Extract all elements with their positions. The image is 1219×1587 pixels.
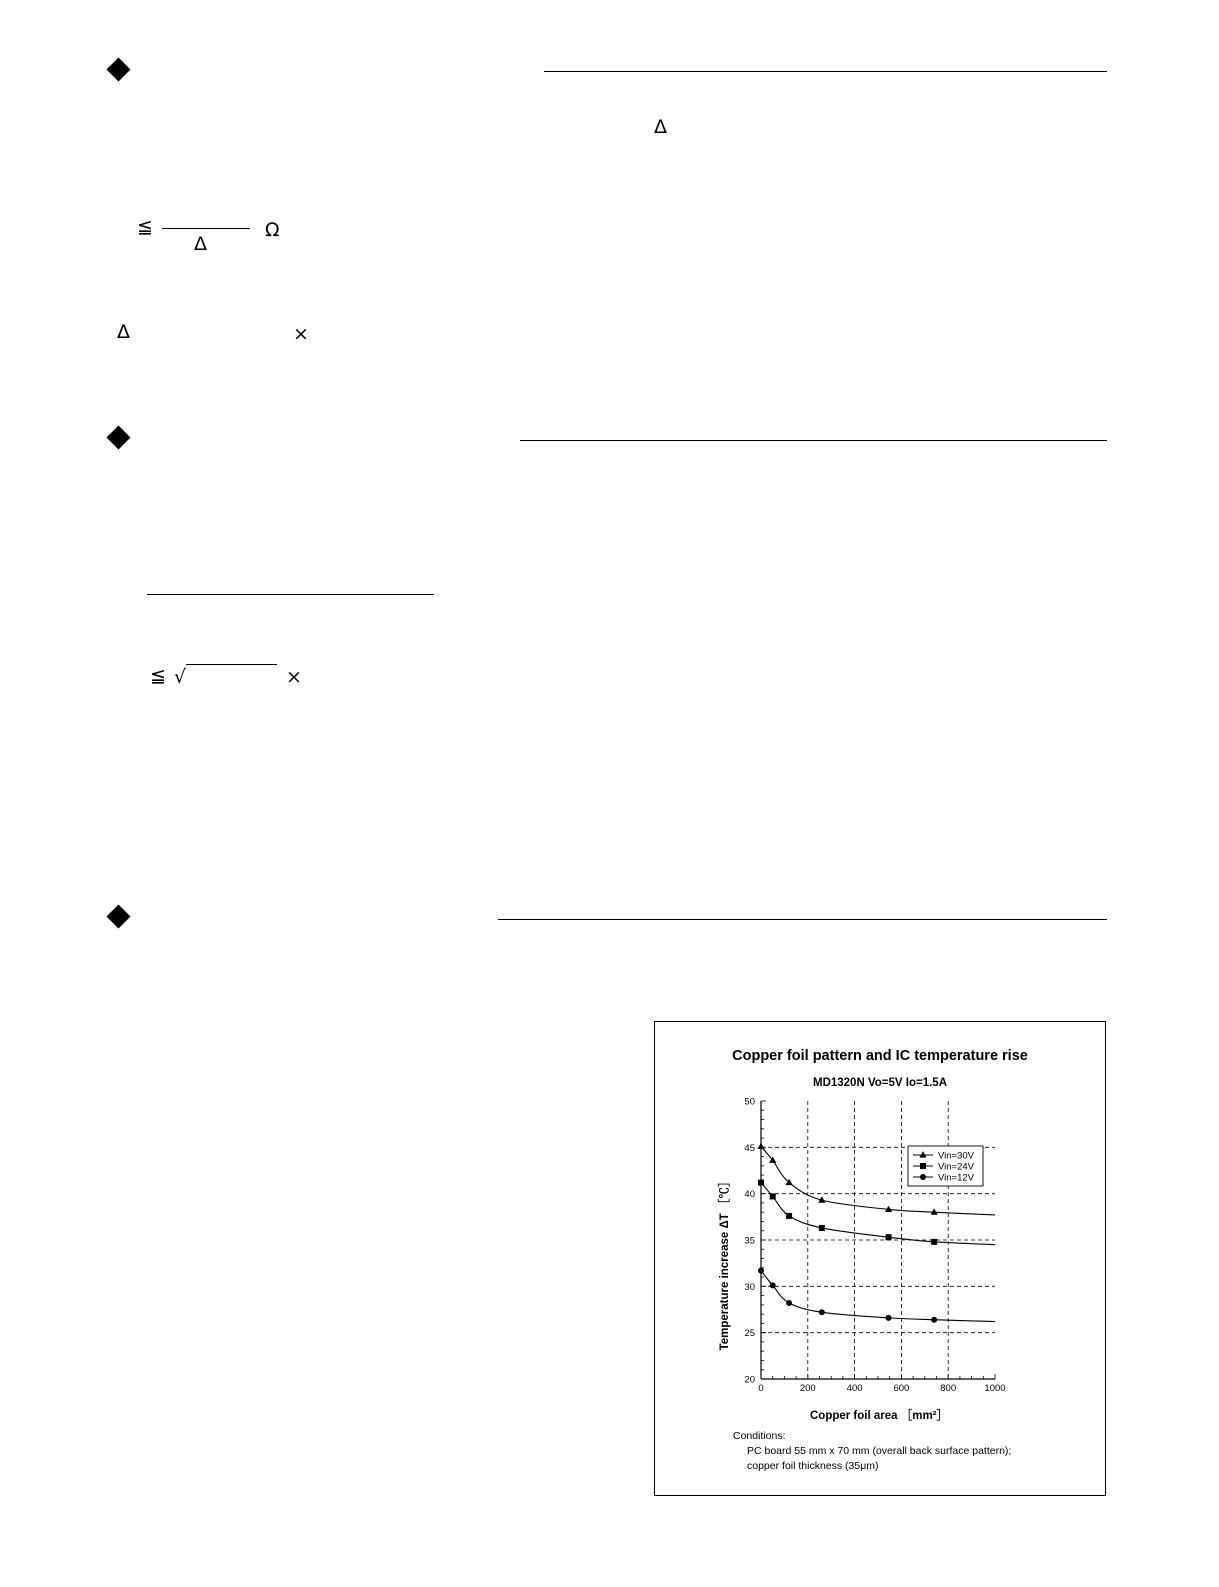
delta-symbol-2: Δ — [194, 233, 207, 255]
chart-title: Copper foil pattern and IC temperature rise — [732, 1048, 1028, 1064]
conditions-label: Conditions: — [733, 1430, 786, 1442]
conditions-line-1: PC board 55 mm x 70 mm (overall back surface pattern); — [747, 1445, 1012, 1457]
fraction-bar-1 — [162, 228, 250, 229]
y-tick-label: 30 — [744, 1281, 755, 1293]
marker-circle — [920, 1174, 926, 1180]
legend-label: Vin=12V — [938, 1172, 975, 1184]
series-circle — [758, 1268, 995, 1323]
x-axis-label: Copper foil area ［mm²］ — [809, 1410, 949, 1422]
chart-frame — [654, 1021, 1106, 1496]
sqrt-overline — [186, 664, 277, 665]
legend-label: Vin=24V — [938, 1161, 975, 1173]
delta-symbol-1: Δ — [654, 116, 667, 138]
y-tick-label: 40 — [744, 1189, 755, 1201]
conditions-line-2: copper foil thickness (35μm) — [747, 1460, 879, 1472]
series-square — [758, 1180, 995, 1245]
leq-symbol-1: ≦ — [137, 216, 153, 238]
leq-symbol-2: ≦ — [150, 665, 166, 687]
marker-square — [920, 1163, 926, 1169]
marker-triangle — [757, 1143, 764, 1149]
section-rule-3 — [498, 919, 1107, 920]
temperature-chart — [655, 1022, 1107, 1497]
marker-square — [758, 1180, 764, 1186]
marker-circle — [886, 1315, 892, 1321]
x-tick-label: 600 — [893, 1383, 910, 1394]
marker-square — [886, 1234, 892, 1240]
section-bullet-1 — [106, 57, 130, 81]
ohm-symbol: Ω — [265, 219, 280, 241]
legend-label: Vin=30V — [938, 1150, 975, 1162]
marker-circle — [786, 1300, 792, 1306]
section-bullet-2 — [106, 425, 130, 449]
series-line — [761, 1271, 995, 1322]
section-rule-2 — [520, 440, 1107, 441]
marker-square — [770, 1193, 776, 1199]
delta-symbol-3: Δ — [117, 321, 130, 343]
y-tick-label: 35 — [744, 1235, 755, 1247]
y-tick-label: 20 — [744, 1374, 755, 1386]
x-tick-label: 800 — [940, 1383, 957, 1394]
section-bullet-3 — [106, 904, 130, 928]
section-rule-1 — [544, 71, 1107, 72]
x-tick-label: 200 — [799, 1383, 816, 1394]
x-tick-label: 400 — [846, 1383, 863, 1394]
times-symbol-1: × — [293, 323, 309, 345]
marker-square — [819, 1225, 825, 1231]
marker-circle — [819, 1309, 825, 1315]
marker-square — [931, 1239, 937, 1245]
x-tick-label: 0 — [758, 1383, 764, 1394]
marker-circle — [758, 1268, 764, 1274]
marker-circle — [931, 1317, 937, 1323]
y-tick-label: 50 — [744, 1096, 755, 1108]
y-tick-label: 25 — [744, 1328, 755, 1340]
marker-square — [786, 1213, 792, 1219]
y-tick-label: 45 — [744, 1142, 755, 1154]
x-tick-label: 1000 — [984, 1383, 1006, 1394]
chart-subtitle: MD1320N Vo=5V Io=1.5A — [812, 1077, 948, 1089]
underline-rule — [147, 594, 434, 595]
y-axis-label: Temperature increase ΔT ［℃］ — [719, 1175, 731, 1351]
times-symbol-2: × — [286, 666, 302, 688]
sqrt-symbol: √ — [174, 666, 187, 688]
marker-circle — [770, 1282, 776, 1288]
